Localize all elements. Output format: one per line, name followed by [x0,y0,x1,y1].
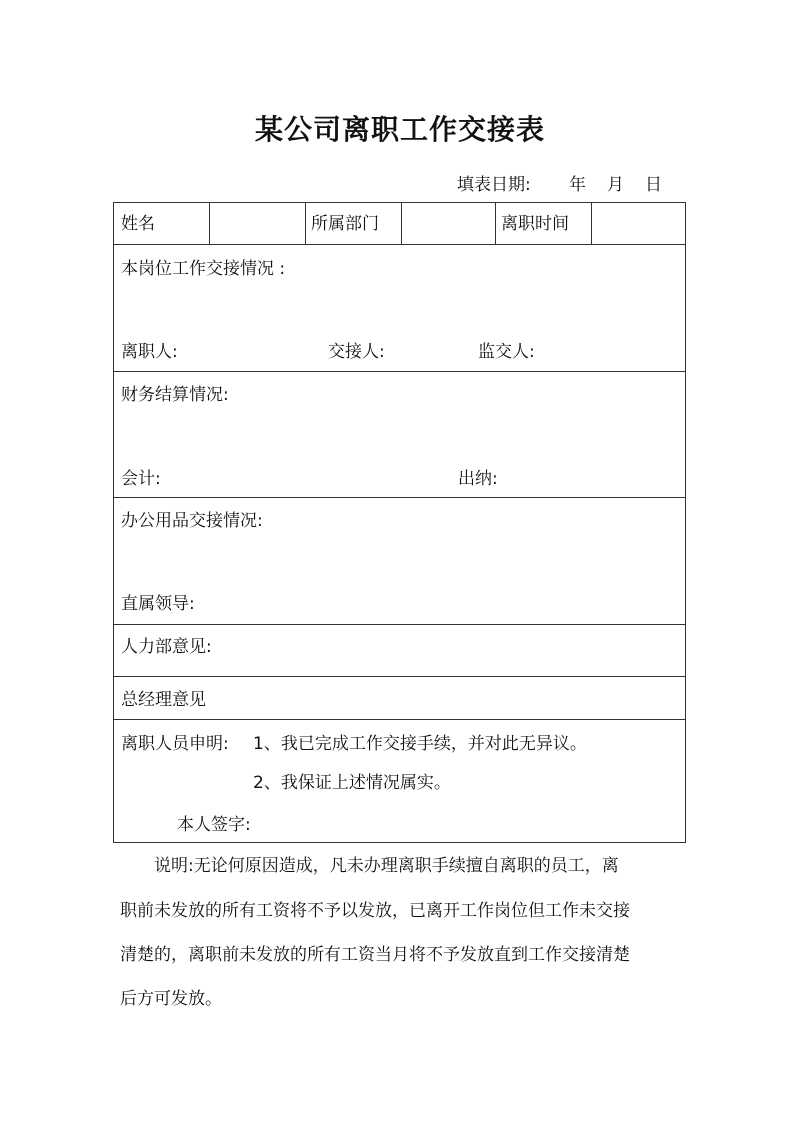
fill-date-label: 填表日期: [457,175,531,195]
note-line-3: 清楚的，离职前未发放的所有工资当月将不予发放直到工作交接清楚 [120,945,630,965]
row-divider [114,624,685,625]
note-line-1: 说明:无论何原因造成，凡未办理离职手续擅自离职的员工，离 [154,856,619,876]
accountant-label: 会计: [121,469,161,489]
col-divider [305,203,306,244]
col-divider [495,203,496,244]
fill-date-year: 年 [569,175,586,195]
col-divider [591,203,592,244]
resignee-label: 离职人: [121,342,178,362]
hr-opinion-label: 人力部意见: [121,637,212,657]
note-line-4: 后方可发放。 [120,989,222,1009]
row-divider [114,244,685,245]
col-divider [209,203,210,244]
row-divider [114,719,685,720]
row-divider [114,371,685,372]
handover-form-table [113,202,686,843]
department-label: 所属部门 [311,214,379,234]
handover-label: 本岗位工作交接情况 : [121,259,286,279]
finance-label: 财务结算情况: [121,385,229,405]
row-divider [114,676,685,677]
form-title: 某公司离职工作交接表 [254,113,545,146]
cashier-label: 出纳: [458,469,498,489]
supervisor-label: 监交人: [478,342,535,362]
note-line-2: 职前未发放的所有工资将不予以发放，已离开工作岗位但工作未交接 [120,901,630,921]
declaration-item-1: 1、我已完成工作交接手续，并对此无异议。 [253,734,587,754]
receiver-label: 交接人: [328,342,385,362]
direct-leader-label: 直属领导: [121,594,195,614]
office-supplies-label: 办公用品交接情况: [121,511,263,531]
fill-date-day: 日 [645,175,662,195]
row-divider [114,497,685,498]
declaration-label: 离职人员申明: [121,734,229,754]
leave-time-label: 离职时间 [501,214,569,234]
gm-opinion-label: 总经理意见 [121,690,206,710]
name-label: 姓名 [121,214,155,234]
declaration-item-2: 2、我保证上述情况属实。 [253,773,451,793]
signature-label: 本人签字: [177,815,251,835]
col-divider [401,203,402,244]
fill-date-month: 月 [607,175,624,195]
